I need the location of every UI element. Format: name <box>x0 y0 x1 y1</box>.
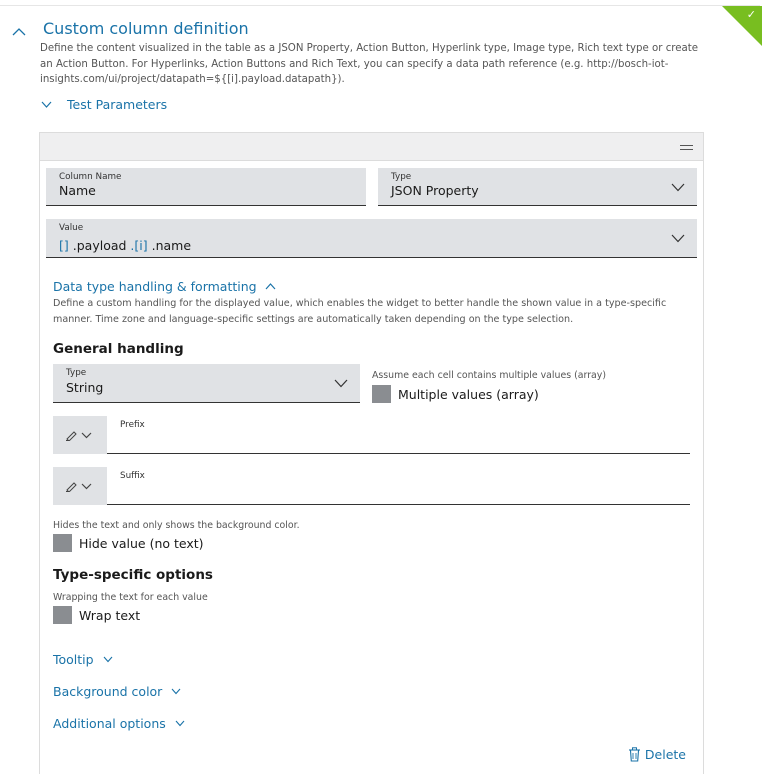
prefix-label: Prefix <box>120 420 145 430</box>
chevron-up-icon[interactable] <box>12 27 26 37</box>
background-color-label: Background color <box>53 684 163 699</box>
column-type-label: Type <box>391 172 412 182</box>
multiple-values-label: Multiple values (array) <box>398 386 539 402</box>
value-path-index-token: .[i] <box>130 238 148 253</box>
value-path-name: .name <box>151 238 192 253</box>
value-type-value: String <box>66 380 104 395</box>
delete-label: Delete <box>644 747 686 762</box>
column-type-value: JSON Property <box>391 183 479 198</box>
hide-value-checkbox[interactable] <box>53 534 204 552</box>
section-title[interactable]: Custom column definition <box>43 19 249 38</box>
additional-options-label: Additional options <box>53 716 166 731</box>
chevron-down-icon <box>175 720 185 727</box>
multiple-values-hint: Assume each cell contains multiple values (array) <box>372 370 606 381</box>
multiple-values-checkbox[interactable] <box>372 385 539 403</box>
drag-handle-icon[interactable] <box>680 145 693 150</box>
delete-button[interactable] <box>628 747 686 762</box>
checkbox-box[interactable] <box>53 534 72 552</box>
column-type-select[interactable] <box>378 168 697 206</box>
chevron-down-icon <box>41 101 52 108</box>
additional-options-expander[interactable] <box>53 716 185 731</box>
value-path <box>59 238 191 253</box>
pencil-icon <box>65 429 95 441</box>
suffix-label: Suffix <box>120 471 145 481</box>
check-icon: ✓ <box>746 8 756 21</box>
chevron-up-icon <box>265 283 276 290</box>
column-name-field[interactable] <box>46 168 366 206</box>
column-name-label: Column Name <box>59 172 122 182</box>
tooltip-expander[interactable] <box>53 652 113 667</box>
test-parameters-toggle[interactable] <box>41 95 167 113</box>
suffix-input[interactable] <box>107 467 690 505</box>
wrap-text-checkbox[interactable] <box>53 606 140 624</box>
value-type-select[interactable] <box>53 364 360 403</box>
prefix-mode-button[interactable] <box>53 416 107 454</box>
value-path-field[interactable] <box>46 219 697 258</box>
value-label: Value <box>59 223 84 233</box>
card-header <box>40 133 703 161</box>
hide-value-hint: Hides the text and only shows the background color. <box>53 520 300 531</box>
column-definition-card <box>39 132 704 774</box>
prefix-input[interactable] <box>107 416 690 454</box>
wrap-text-label: Wrap text <box>79 607 141 623</box>
trash-icon <box>628 747 641 762</box>
value-path-payload: .payload <box>72 238 127 253</box>
background-color-expander[interactable] <box>53 684 181 699</box>
chevron-down-icon <box>103 656 113 663</box>
checkbox-box[interactable] <box>53 606 72 624</box>
type-specific-heading: Type-specific options <box>53 567 213 583</box>
chevron-down-icon <box>671 234 685 243</box>
status-corner-badge <box>722 6 762 46</box>
column-name-value: Name <box>59 183 96 198</box>
tooltip-label: Tooltip <box>53 652 94 667</box>
formatting-description: Define a custom handling for the displayed value, which enables the widget to better handle the shown value in a type-specific manner. Time zone and language-specific settings are automatically taken depending on the type selection. <box>53 298 667 325</box>
wrap-text-hint: Wrapping the text for each value <box>53 592 208 603</box>
chevron-down-icon <box>334 379 348 388</box>
hide-value-label: Hide value (no text) <box>79 535 204 551</box>
formatting-toggle-label: Data type handling & formatting <box>53 279 257 294</box>
checkbox-box[interactable] <box>372 385 391 403</box>
suffix-mode-button[interactable] <box>53 467 107 505</box>
chevron-down-icon <box>671 183 685 192</box>
section-description: Define the content visualized in the table as a JSON Property, Action Button, Hyperlink type, Image type, Rich text type or create an Action Button. For Hyperlinks, Action Buttons and Rich Text, you can specify a data path reference (e.g. http://bosch-iot-insights.com/ui/project/datapath=${[i].payload.datapath}). <box>40 43 699 85</box>
value-path-array-token: [] <box>59 238 69 253</box>
value-type-label: Type <box>66 368 87 378</box>
chevron-down-icon <box>171 688 181 695</box>
pencil-icon <box>65 480 95 492</box>
formatting-toggle[interactable] <box>53 279 276 294</box>
test-parameters-label: Test Parameters <box>67 96 168 112</box>
general-handling-heading: General handling <box>53 341 184 357</box>
top-divider <box>0 5 760 6</box>
